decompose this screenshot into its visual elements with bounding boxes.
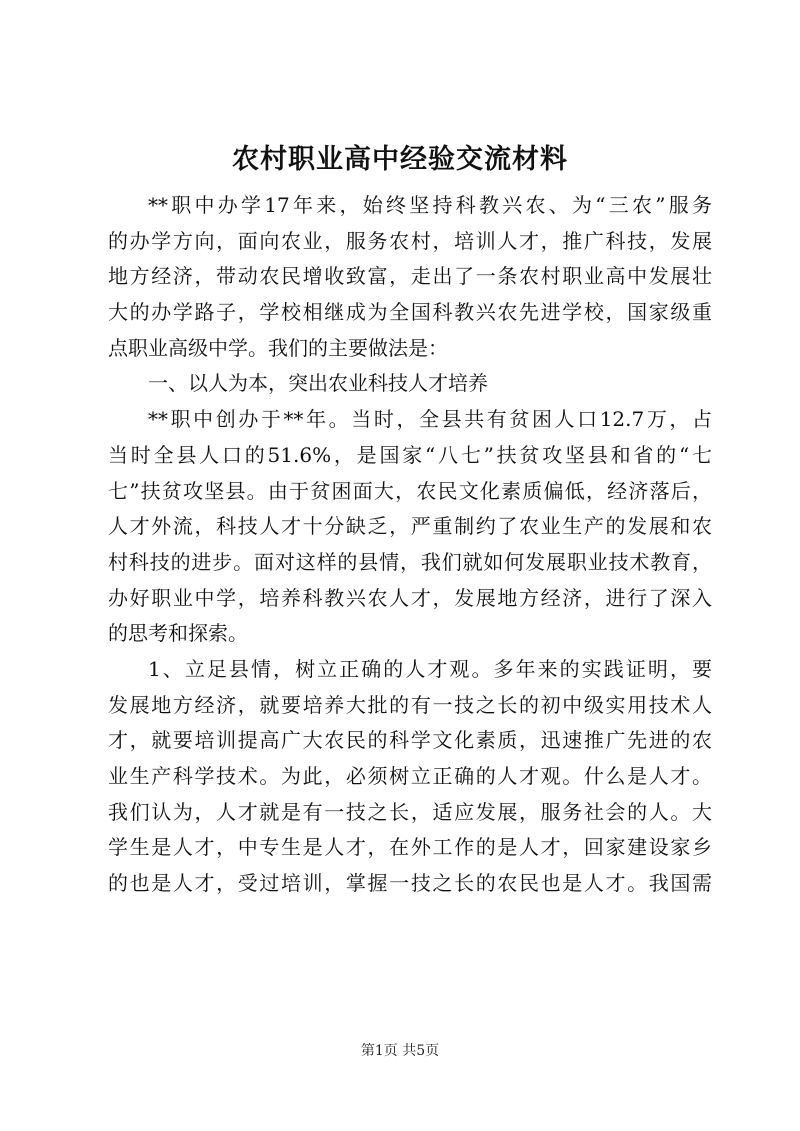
paragraph-line: **职中创办于**年。当时，全县共有贫困人口12.7万，占: [148, 407, 712, 432]
paragraph-line: 人才外流，科技人才十分缺乏，严重制约了农业生产的发展和农: [108, 514, 712, 539]
document-title: 农村职业高中经验交流材料: [232, 144, 568, 175]
paragraph-line: 的思考和探索。: [108, 621, 248, 646]
paragraph-line: 村科技的进步。面对这样的县情，我们就如何发展职业技术教育，: [108, 549, 712, 574]
paragraph-line: 1、立足县情，树立正确的人才观。多年来的实践证明，要: [148, 656, 712, 681]
paragraph-line: 七”扶贫攻坚县。由于贫困面大，农民文化素质偏低，经济落后，: [108, 478, 712, 503]
paragraph-line: 才，就要培训提高广大农民的科学文化素质，迅速推广先进的农: [108, 728, 712, 753]
paragraph-line: 的办学方向，面向农业，服务农村，培训人才，推广科技，发展: [108, 228, 712, 253]
paragraph-line: 业生产科学技术。为此，必须树立正确的人才观。什么是人才。: [108, 764, 712, 788]
paragraph-line: 办好职业中学，培养科教兴农人才，发展地方经济，进行了深入: [108, 585, 712, 610]
paragraph-line: 发展地方经济，就要培养大批的有一技之长的初中级实用技术人: [108, 692, 712, 717]
page-number: 第1页 共5页: [360, 1043, 440, 1059]
paragraph-line: 我们认为，人才就是有一技之长，适应发展，服务社会的人。大: [108, 799, 712, 824]
paragraph-line: 地方经济，带动农民增收致富，走出了一条农村职业高中发展壮: [108, 264, 712, 289]
document-body: [108, 188, 712, 902]
paragraph-line: **职中办学17年来，始终坚持科教兴农、为“三农”服务: [148, 193, 712, 217]
paragraph-line: 学生是人才，中专生是人才，在外工作的是人才，回家建设家乡: [108, 835, 712, 860]
paragraph-line: 点职业高级中学。我们的主要做法是：: [108, 335, 448, 360]
paragraph-line: 大的办学路子，学校相继成为全国科教兴农先进学校，国家级重: [108, 300, 712, 325]
paragraph-line: 当时全县人口的51.6%，是国家“八七”扶贫攻坚县和省的“七: [108, 442, 712, 467]
paragraph-line: 一、以人为本，突出农业科技人才培养: [148, 371, 488, 396]
paragraph-line: 的也是人才，受过培训，掌握一技之长的农民也是人才。我国需: [108, 871, 712, 896]
